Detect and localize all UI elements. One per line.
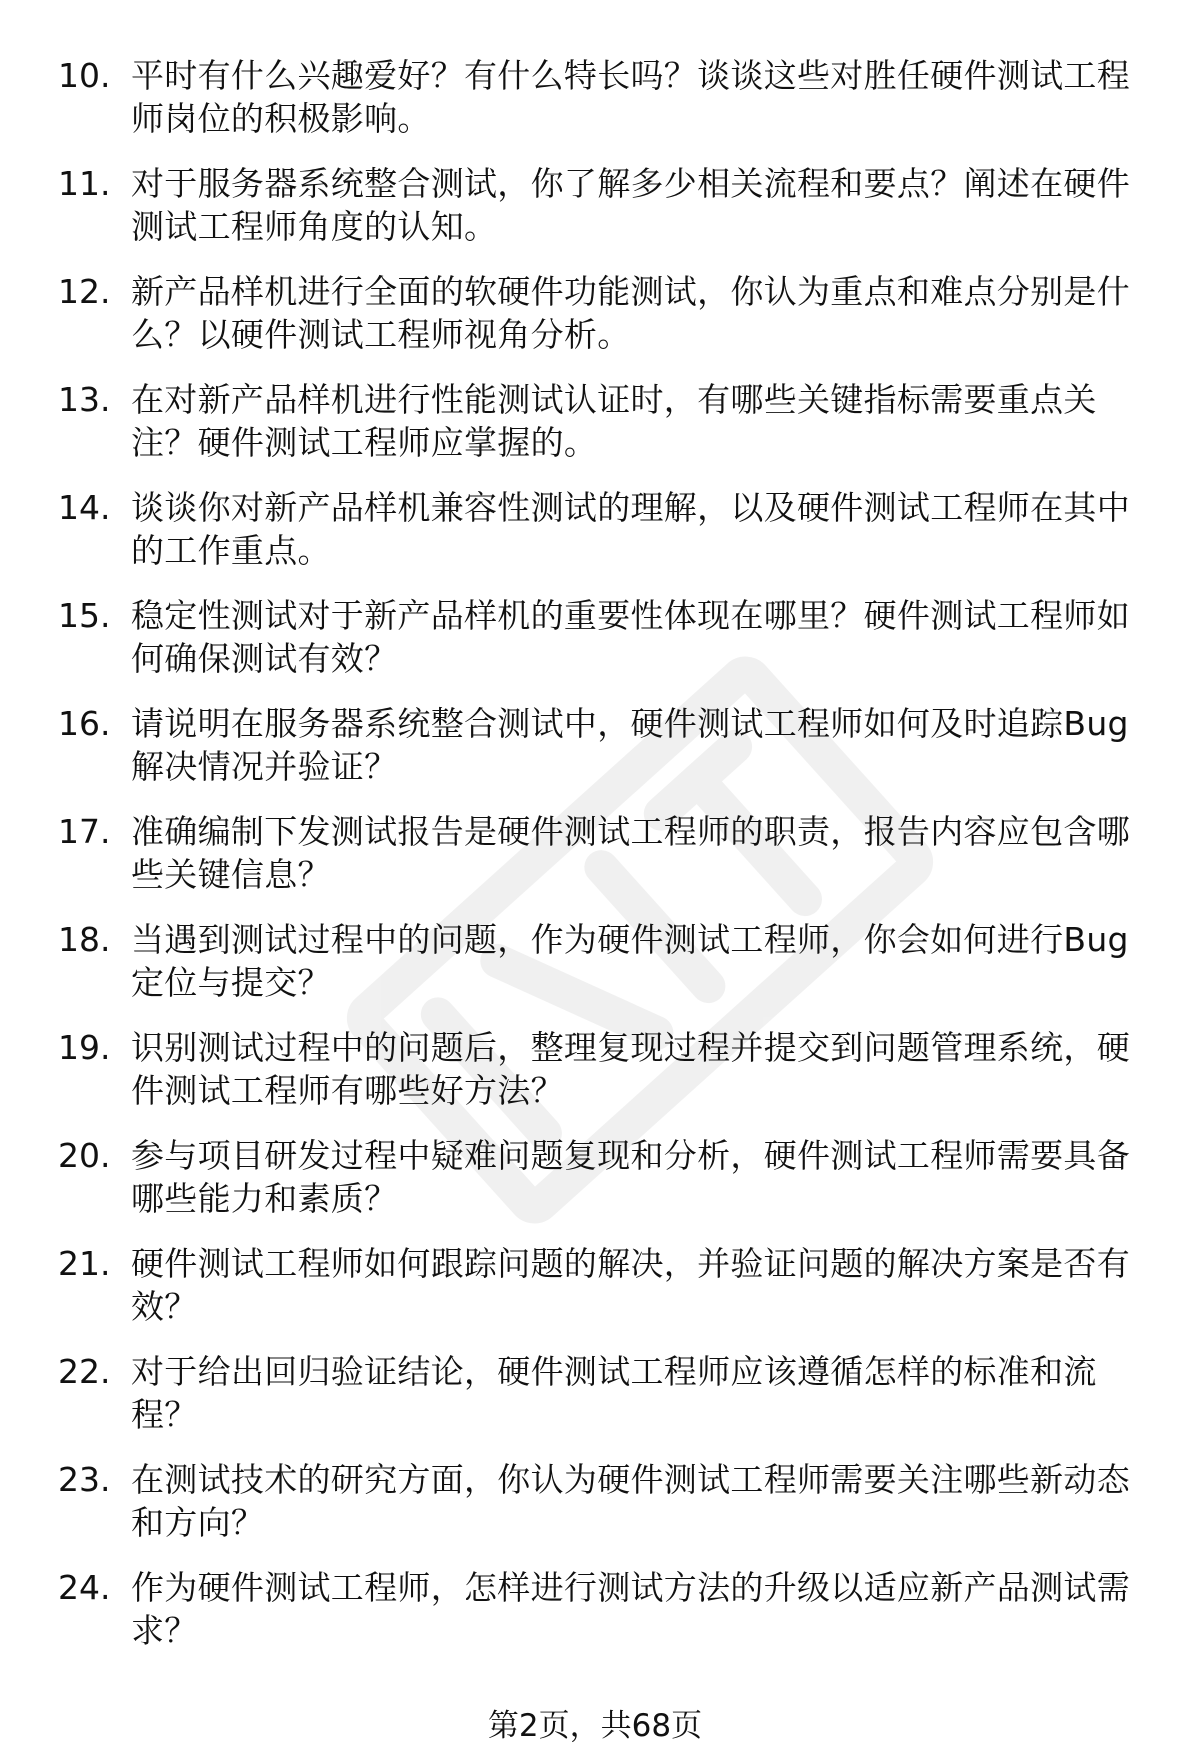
question-number: 13. [58, 380, 111, 419]
question-item-17 [0, 810, 1190, 918]
question-number: 15. [58, 596, 111, 635]
question-text: 准确编制下发测试报告是硬件测试工程师的职责，报告内容应包含哪些关键信息？ [131, 812, 1130, 894]
question-text: 当遇到测试过程中的问题，作为硬件测试工程师，你会如何进行Bug定位与提交？ [131, 920, 1129, 1002]
question-number: 19. [58, 1028, 111, 1067]
question-number: 23. [58, 1460, 111, 1499]
question-number: 12. [58, 272, 111, 311]
question-text: 谈谈你对新产品样机兼容性测试的理解，以及硬件测试工程师在其中的工作重点。 [131, 488, 1130, 570]
question-text: 对于给出回归验证结论，硬件测试工程师应该遵循怎样的标准和流程？ [131, 1352, 1097, 1434]
question-text: 参与项目研发过程中疑难问题复现和分析，硬件测试工程师需要具备哪些能力和素质？ [131, 1136, 1130, 1218]
question-list [0, 54, 1190, 1674]
question-item-13 [0, 378, 1190, 486]
question-item-24 [0, 1566, 1190, 1674]
question-number: 17. [58, 812, 111, 851]
question-text: 请说明在服务器系统整合测试中，硬件测试工程师如何及时追踪Bug解决情况并验证？ [131, 704, 1129, 786]
question-text: 平时有什么兴趣爱好？有什么特长吗？谈谈这些对胜任硬件测试工程师岗位的积极影响。 [131, 56, 1130, 138]
question-item-18 [0, 918, 1190, 1026]
question-item-19 [0, 1026, 1190, 1134]
question-text: 新产品样机进行全面的软硬件功能测试，你认为重点和难点分别是什么？以硬件测试工程师视角分析。 [131, 272, 1130, 354]
question-number: 22. [58, 1352, 111, 1391]
question-number: 20. [58, 1136, 111, 1175]
question-number: 10. [58, 56, 111, 95]
question-text: 对于服务器系统整合测试，你了解多少相关流程和要点？阐述在硬件测试工程师角度的认知。 [131, 164, 1130, 246]
question-item-14 [0, 486, 1190, 594]
question-item-16 [0, 702, 1190, 810]
question-item-22 [0, 1350, 1190, 1458]
question-item-20 [0, 1134, 1190, 1242]
question-item-12 [0, 270, 1190, 378]
question-item-15 [0, 594, 1190, 702]
question-text: 作为硬件测试工程师，怎样进行测试方法的升级以适应新产品测试需求？ [131, 1568, 1130, 1650]
question-text: 硬件测试工程师如何跟踪问题的解决，并验证问题的解决方案是否有效？ [131, 1244, 1130, 1326]
page-footer: 第2页，共68页 [487, 1708, 703, 1744]
question-text: 在测试技术的研究方面，你认为硬件测试工程师需要关注哪些新动态和方向？ [131, 1460, 1130, 1542]
question-text: 识别测试过程中的问题后，整理复现过程并提交到问题管理系统，硬件测试工程师有哪些好方法？ [131, 1028, 1130, 1110]
question-text: 稳定性测试对于新产品样机的重要性体现在哪里？硬件测试工程师如何确保测试有效？ [131, 596, 1130, 678]
question-number: 16. [58, 704, 111, 743]
question-text: 在对新产品样机进行性能测试认证时，有哪些关键指标需要重点关注？硬件测试工程师应掌握的。 [131, 380, 1097, 462]
question-item-11 [0, 162, 1190, 270]
question-number: 11. [58, 164, 111, 203]
question-number: 14. [58, 488, 111, 527]
question-number: 18. [58, 920, 111, 959]
question-item-10 [0, 54, 1190, 162]
question-item-23 [0, 1458, 1190, 1566]
question-number: 24. [58, 1568, 111, 1607]
question-item-21 [0, 1242, 1190, 1350]
question-number: 21. [58, 1244, 111, 1283]
